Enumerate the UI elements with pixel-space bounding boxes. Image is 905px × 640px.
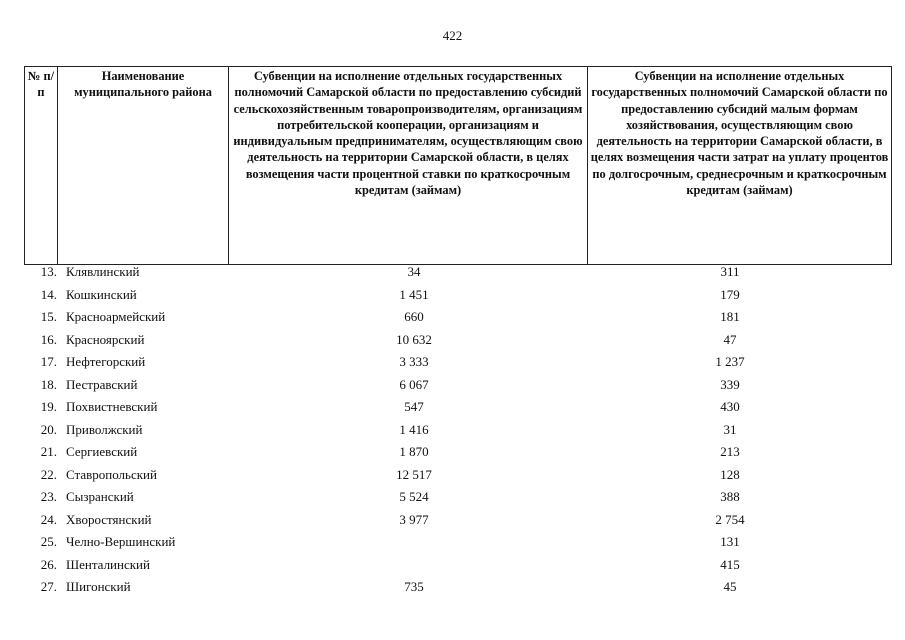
district-name: Сергиевский [66, 444, 138, 459]
subsidy-producers-value: 12 517 [396, 466, 432, 482]
table-row [24, 512, 875, 535]
district-name: Шенталинский [66, 556, 150, 572]
district-name: Красноярский [66, 331, 145, 347]
table-row [24, 309, 875, 332]
district-name: Пестравский [66, 376, 138, 392]
table-row [24, 467, 875, 490]
table-body [24, 264, 875, 602]
subsidy-producers-value: 1 870 [399, 444, 429, 459]
subsidy-small-business-value: 415 [720, 556, 740, 572]
subsidy-small-business-value: 128 [720, 466, 740, 482]
row-number: 23. [40, 489, 57, 504]
subsidy-small-business-value: 131 [720, 534, 740, 549]
subsidy-small-business-value: 31 [723, 421, 737, 437]
subsidy-small-business-value: 388 [720, 489, 740, 504]
district-name: Похвистневский [66, 399, 158, 414]
district-name: Челно-Вершинский [66, 534, 176, 549]
table-row [24, 444, 875, 467]
row-number: 20. [40, 421, 57, 437]
subsidy-small-business-value: 45 [723, 579, 737, 594]
row-number: 16. [40, 331, 57, 347]
subsidy-small-business-value: 181 [720, 309, 740, 324]
subsidy-small-business-value: 47 [723, 331, 737, 347]
row-number: 18. [40, 376, 57, 392]
row-number: 21. [40, 444, 57, 459]
subsidy-producers-value: 10 632 [396, 331, 432, 347]
district-name: Приволжский [66, 421, 143, 437]
row-number: 19. [40, 399, 57, 414]
header-subsidy-producers: Субвенции на исполнение отдельных государственных полномочий Самарской области по предоставлению субсидий сельскохозяйственным товаропроизводителям, организациям потребительской кооперации, организациям и индивидуальным предпринимателям, осуществляющим свою деятельность на территории Самарской области, в целях возмещения части процентной ставки по краткосрочным кредитам (займам) [229, 67, 588, 265]
subsidy-producers-value: 5 524 [399, 489, 429, 504]
row-number: 24. [40, 511, 57, 527]
district-name: Нефтегорский [66, 354, 146, 369]
subsidy-small-business-value: 2 754 [715, 511, 745, 527]
row-number: 15. [40, 309, 57, 324]
subsidy-producers-value: 3 977 [399, 511, 429, 527]
header-subsidy-small-business: Субвенции на исполнение отдельных государственных полномочий Самарской области по предоставлению субсидий малым формам хозяйствования, осуществляющим свою деятельность на территории Самарской области, в целях возмещения части затрат на уплату процентов по долгосрочным, среднесрочным и краткосрочным кредитам (займам) [588, 67, 892, 265]
district-name: Хворостянский [66, 511, 152, 527]
district-name: Кошкинский [66, 286, 137, 302]
header-district-name: Наименование муниципального района [58, 67, 229, 265]
table-row [24, 377, 875, 400]
row-number: 13. [40, 264, 57, 279]
subsidy-producers-value: 3 333 [399, 354, 429, 369]
district-name: Клявлинский [66, 264, 140, 279]
subsidy-producers-value: 735 [404, 579, 424, 594]
district-name: Шигонский [66, 579, 131, 594]
subsidy-small-business-value: 179 [720, 286, 740, 302]
table-header [24, 66, 892, 265]
subsidy-producers-value: 1 416 [399, 421, 429, 437]
district-name: Сызранский [66, 489, 134, 504]
subsidy-producers-value: 34 [407, 264, 421, 279]
subsidy-producers-value: 547 [404, 399, 424, 414]
row-number: 27. [40, 579, 57, 594]
table-row [24, 534, 875, 557]
table-row [24, 354, 875, 377]
row-number: 26. [40, 556, 57, 572]
subsidy-producers-value: 1 451 [399, 286, 429, 302]
row-number: 22. [40, 466, 57, 482]
subsidy-producers-value: 6 067 [399, 376, 429, 392]
table-row [24, 557, 875, 580]
row-number: 17. [40, 354, 57, 369]
row-number: 25. [40, 534, 57, 549]
header-row [25, 67, 892, 265]
subsidy-small-business-value: 430 [720, 399, 740, 414]
row-number: 14. [40, 286, 57, 302]
table-row [24, 579, 875, 602]
page-number: 422 [442, 28, 463, 43]
district-name: Красноармейский [66, 309, 166, 324]
subsidy-small-business-value: 311 [720, 264, 740, 279]
district-name: Ставропольский [66, 466, 157, 482]
subsidy-small-business-value: 339 [720, 376, 740, 392]
table-row [24, 399, 875, 422]
table-row [24, 332, 875, 355]
table-row [24, 422, 875, 445]
table-row [24, 264, 875, 287]
subsidy-producers-value: 660 [404, 309, 424, 324]
header-num: № п/п [25, 67, 58, 265]
subsidy-small-business-value: 1 237 [715, 354, 745, 369]
table-row [24, 287, 875, 310]
subsidy-small-business-value: 213 [720, 444, 740, 459]
table-row [24, 489, 875, 512]
